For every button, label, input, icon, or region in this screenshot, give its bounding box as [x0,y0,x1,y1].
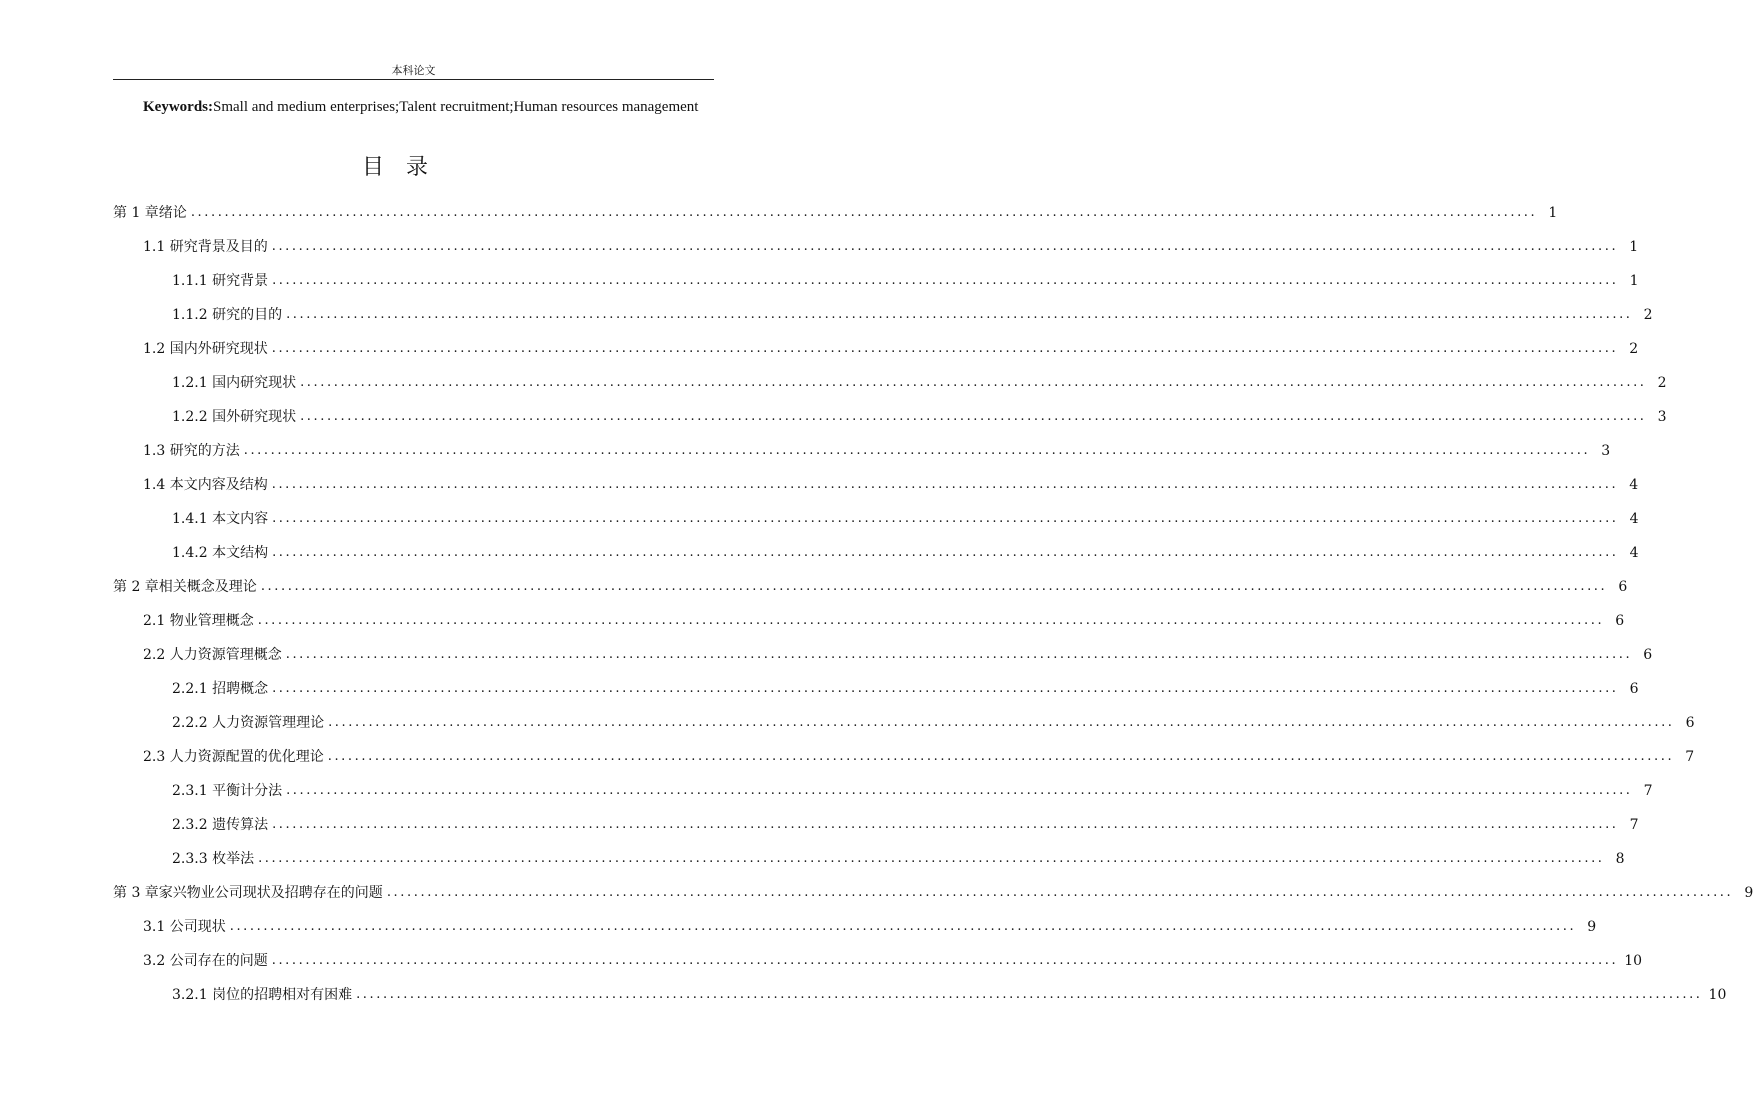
toc-entry-page: 4 [1629,545,1639,561]
toc-leader-dots: ........................................................................................................................................................................................................ [272,681,1619,696]
toc-entry-page: 3 [1657,409,1667,425]
toc-entry[interactable] [113,536,1639,570]
toc-entry-label: 1.1.1 研究背景 [172,273,269,289]
toc-entry[interactable] [113,332,1639,366]
toc-entry-label: 3.2.1 岗位的招聘相对有困难 [172,987,353,1003]
toc-entry-page: 7 [1643,783,1653,799]
toc-entry-page: 1 [1629,239,1639,255]
toc-entry-label: 2.3.1 平衡计分法 [172,783,283,799]
toc-entry-label: 1.4.1 本文内容 [172,511,269,527]
toc-entry-label: 3.2 公司存在的问题 [143,953,268,969]
toc-entry-page: 6 [1615,613,1625,629]
toc-entry-label: 1.3 研究的方法 [143,443,240,459]
toc-entry-page: 9 [1744,885,1753,901]
toc-entry[interactable] [113,366,1667,400]
toc-entry[interactable] [113,672,1639,706]
toc-entry[interactable] [113,400,1667,434]
toc-leader-dots: ........................................................................................................................................................................................................ [271,477,1619,492]
toc-leader-dots: ........................................................................................................................................................................................................ [260,579,1608,594]
toc-leader-dots: ........................................................................................................................................................................................................ [257,613,1605,628]
toc-entry-page: 2 [1629,341,1639,357]
toc-entry-label: 第 1 章绪论 [113,205,187,221]
toc-entry[interactable] [113,434,1611,468]
toc-entry-label: 1.2.1 国内研究现状 [172,375,297,391]
toc-entry-label: 2.3.2 遗传算法 [172,817,269,833]
toc-leader-dots: ........................................................................................................................................................................................................ [190,205,1538,220]
keywords-label: Keywords: [143,99,213,115]
toc-leader-dots: ........................................................................................................................................................................................................ [271,341,1619,356]
toc-entry-label: 2.2 人力资源管理概念 [143,647,282,663]
toc-leader-dots: ........................................................................................................................................................................................................ [328,715,1675,730]
toc-leader-dots: ........................................................................................................................................................................................................ [258,851,1605,866]
toc-entry-label: 3.1 公司现状 [143,919,226,935]
toc-entry[interactable] [113,298,1653,332]
toc-leader-dots: ........................................................................................................................................................................................................ [300,375,1647,390]
toc-leader-dots: ........................................................................................................................................................................................................ [286,783,1633,798]
toc-leader-dots: ........................................................................................................................................................................................................ [300,409,1647,424]
toc-entry-label: 1.1 研究背景及目的 [143,239,268,255]
toc-entry-label: 1.2.2 国外研究现状 [172,409,297,425]
table-of-contents [113,196,1753,1012]
toc-entry[interactable] [113,740,1695,774]
toc-leader-dots: ........................................................................................................................................................................................................ [285,647,1633,662]
toc-leader-dots: ........................................................................................................................................................................................................ [243,443,1591,458]
toc-entry[interactable] [113,944,1643,978]
toc-entry-label: 第 3 章家兴物业公司现状及招聘存在的问题 [113,885,383,901]
toc-entry-page: 6 [1618,579,1628,595]
toc-entry[interactable] [113,264,1639,298]
toc-leader-dots: ........................................................................................................................................................................................................ [272,545,1619,560]
toc-entry-page: 10 [1624,953,1643,969]
toc-entry-label: 1.4 本文内容及结构 [143,477,268,493]
toc-leader-dots: ........................................................................................................................................................................................................ [356,987,1703,1002]
toc-entry-page: 6 [1643,647,1653,663]
toc-entry[interactable] [113,774,1653,808]
toc-entry-page: 6 [1685,715,1695,731]
page-header: 本科论文 [391,64,436,77]
toc-leader-dots: ........................................................................................................................................................................................................ [286,307,1633,322]
toc-entry-page: 9 [1587,919,1597,935]
toc-entry[interactable] [113,910,1597,944]
toc-entry-page: 7 [1629,817,1639,833]
toc-entry[interactable] [113,876,1753,910]
toc-leader-dots: ........................................................................................................................................................................................................ [272,511,1619,526]
toc-entry-page: 10 [1708,987,1727,1003]
toc-leader-dots: ........................................................................................................................................................................................................ [327,749,1675,764]
toc-entry[interactable] [113,604,1625,638]
toc-entry[interactable] [113,230,1639,264]
toc-entry-page: 1 [1629,273,1639,289]
toc-leader-dots: ........................................................................................................................................................................................................ [272,273,1619,288]
toc-entry-page: 6 [1629,681,1639,697]
toc-entry-page: 2 [1643,307,1653,323]
toc-entry[interactable] [113,842,1625,876]
toc-entry[interactable] [113,468,1639,502]
toc-entry-label: 2.3 人力资源配置的优化理论 [143,749,324,765]
toc-leader-dots: ........................................................................................................................................................................................................ [271,239,1619,254]
toc-entry[interactable] [113,502,1639,536]
toc-entry-label: 1.2 国内外研究现状 [143,341,268,357]
toc-leader-dots: ........................................................................................................................................................................................................ [229,919,1577,934]
toc-entry-label: 第 2 章相关概念及理论 [113,579,257,595]
toc-entry-label: 2.3.3 枚举法 [172,851,255,867]
toc-entry[interactable] [113,978,1727,1012]
toc-leader-dots: ........................................................................................................................................................................................................ [271,953,1619,968]
toc-entry-label: 1.1.2 研究的目的 [172,307,283,323]
toc-entry[interactable] [113,638,1653,672]
toc-entry-page: 8 [1615,851,1625,867]
toc-title: 目录 [361,155,450,180]
toc-entry-page: 4 [1629,511,1639,527]
keywords-paragraph [143,93,714,121]
toc-entry[interactable] [113,808,1639,842]
toc-entry-label: 2.2.2 人力资源管理理论 [172,715,325,731]
toc-entry[interactable] [113,570,1628,604]
toc-entry-label: 2.1 物业管理概念 [143,613,254,629]
toc-leader-dots: ........................................................................................................................................................................................................ [272,817,1619,832]
toc-entry-label: 1.4.2 本文结构 [172,545,269,561]
toc-entry-page: 7 [1685,749,1695,765]
toc-entry-page: 1 [1548,205,1558,221]
keywords-text: Small and medium enterprises;Talent recruitment;Human resources management [213,99,699,115]
toc-leader-dots: ........................................................................................................................................................................................................ [386,885,1734,900]
header-rule [113,79,714,80]
toc-entry-page: 3 [1601,443,1611,459]
toc-entry-label: 2.2.1 招聘概念 [172,681,269,697]
toc-entry-page: 4 [1629,477,1639,493]
toc-entry[interactable] [113,706,1695,740]
toc-entry-page: 2 [1657,375,1667,391]
toc-entry[interactable] [113,196,1558,230]
